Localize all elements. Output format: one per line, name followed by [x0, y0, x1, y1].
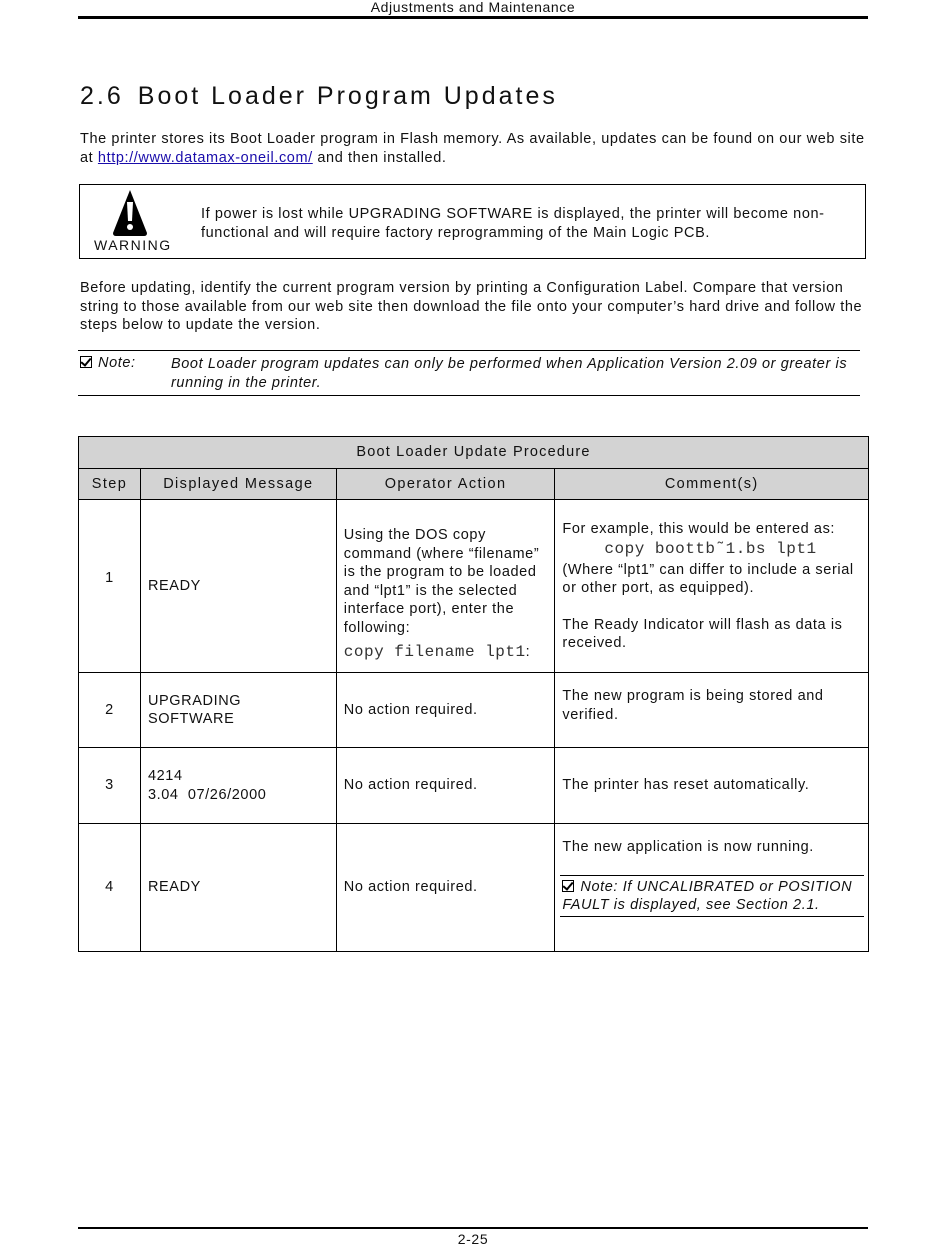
message-line-1: 4214: [147, 768, 183, 784]
action-text: Using the DOS copy command (where “filename” is the program to be loaded and “lpt1” is the selected interface port), enter the following:: [343, 527, 540, 636]
page-number: 2-25: [457, 1231, 489, 1247]
step-cell: [79, 500, 141, 673]
checkbox-icon: [562, 880, 574, 892]
table-row: [79, 824, 869, 952]
action-cell: [336, 500, 555, 673]
comment-cell: [555, 824, 869, 952]
action-text: No action required.: [336, 748, 555, 824]
header-step: Step: [79, 469, 141, 500]
action-code-line: [344, 643, 548, 662]
warning-box: [79, 184, 866, 259]
message-cell: [140, 748, 336, 824]
warning-text: If power is lost while UPGRADING SOFTWARE is displayed, the printer will become non-functional and will require factory reprogramming of the Main Logic PCB.: [201, 206, 825, 241]
before-updating-paragraph: Before updating, identify the current program version by printing a Configuration Label. Compare that version string to those available from our web site then download the file onto your computer’s hard drive and follow the steps below to update the version.: [80, 280, 863, 333]
table-row: [79, 500, 869, 673]
warning-icon: [110, 189, 150, 237]
comment-where: (Where “lpt1” can differ to include a serial or other port, as equipped).: [562, 561, 854, 596]
note-label: [80, 355, 136, 371]
note-block: [78, 350, 860, 396]
procedure-table: [78, 436, 869, 952]
comment-text: The new program is being stored and verified.: [555, 673, 869, 748]
message-line-2: 3.04 07/26/2000: [147, 786, 267, 803]
running-header-title: Adjustments and Maintenance: [370, 0, 576, 15]
step-number: 1: [105, 569, 114, 586]
section-title-text: Boot Loader Program Updates: [137, 82, 558, 110]
header-operator-action: Operator Action: [336, 469, 555, 500]
section-title: [80, 82, 558, 111]
table-caption: Boot Loader Update Procedure: [79, 437, 869, 469]
table-row: [79, 673, 869, 748]
table-header-row: [79, 469, 869, 500]
message-line-1: UPGRADING: [147, 692, 242, 709]
step-number: 2: [79, 673, 141, 748]
message-text: READY: [147, 577, 201, 594]
step-number: 4: [79, 824, 141, 952]
page-footer: [78, 1227, 868, 1247]
cell-note: [560, 875, 864, 917]
intro-text-end: and then installed.: [312, 149, 447, 166]
table-row: [79, 748, 869, 824]
website-link[interactable]: http://www.datamax-oneil.com/: [97, 149, 313, 166]
table-caption-row: [79, 437, 869, 469]
action-code: copy filename lpt1: [343, 643, 526, 662]
comment-text: The new application is now running.: [562, 839, 814, 855]
action-text: No action required.: [336, 824, 555, 952]
header-displayed-message: Displayed Message: [140, 469, 336, 500]
comment-code: copy boottb˜1.bs lpt1: [604, 540, 817, 558]
header-comments: Comment(s): [555, 469, 869, 500]
intro-paragraph: [80, 130, 870, 167]
message-line-2: SOFTWARE: [147, 711, 235, 727]
comment-intro: For example, this would be entered as:: [562, 520, 836, 537]
intro-text: The printer stores its Boot Loader program in Flash memory. As available, updates can be found on our web site at: [80, 131, 865, 166]
note-text: Boot Loader program updates can only be performed when Application Version 2.09 or greater is running in the printer.: [171, 356, 848, 391]
section-number: 2.6: [80, 82, 124, 110]
step-number: 3: [79, 748, 141, 824]
checkbox-icon: [80, 356, 92, 368]
message-cell: [140, 673, 336, 748]
action-code-suffix: :: [525, 644, 531, 661]
note-label-text: Note:: [98, 355, 136, 371]
warning-label: WARNING: [94, 237, 172, 253]
comment-cell: [555, 500, 869, 673]
action-text: No action required.: [336, 673, 555, 748]
running-header: [78, 0, 868, 19]
cell-note-label: Note:: [580, 878, 619, 895]
comment-ready: The Ready Indicator will flash as data is received.: [562, 616, 843, 651]
cell-note-text: If UNCALIBRATED or POSITION FAULT is displayed, see Section 2.1.: [562, 878, 853, 913]
comment-text: The printer has reset automatically.: [555, 748, 869, 824]
message-cell: [140, 500, 336, 673]
message-text: READY: [140, 824, 336, 952]
